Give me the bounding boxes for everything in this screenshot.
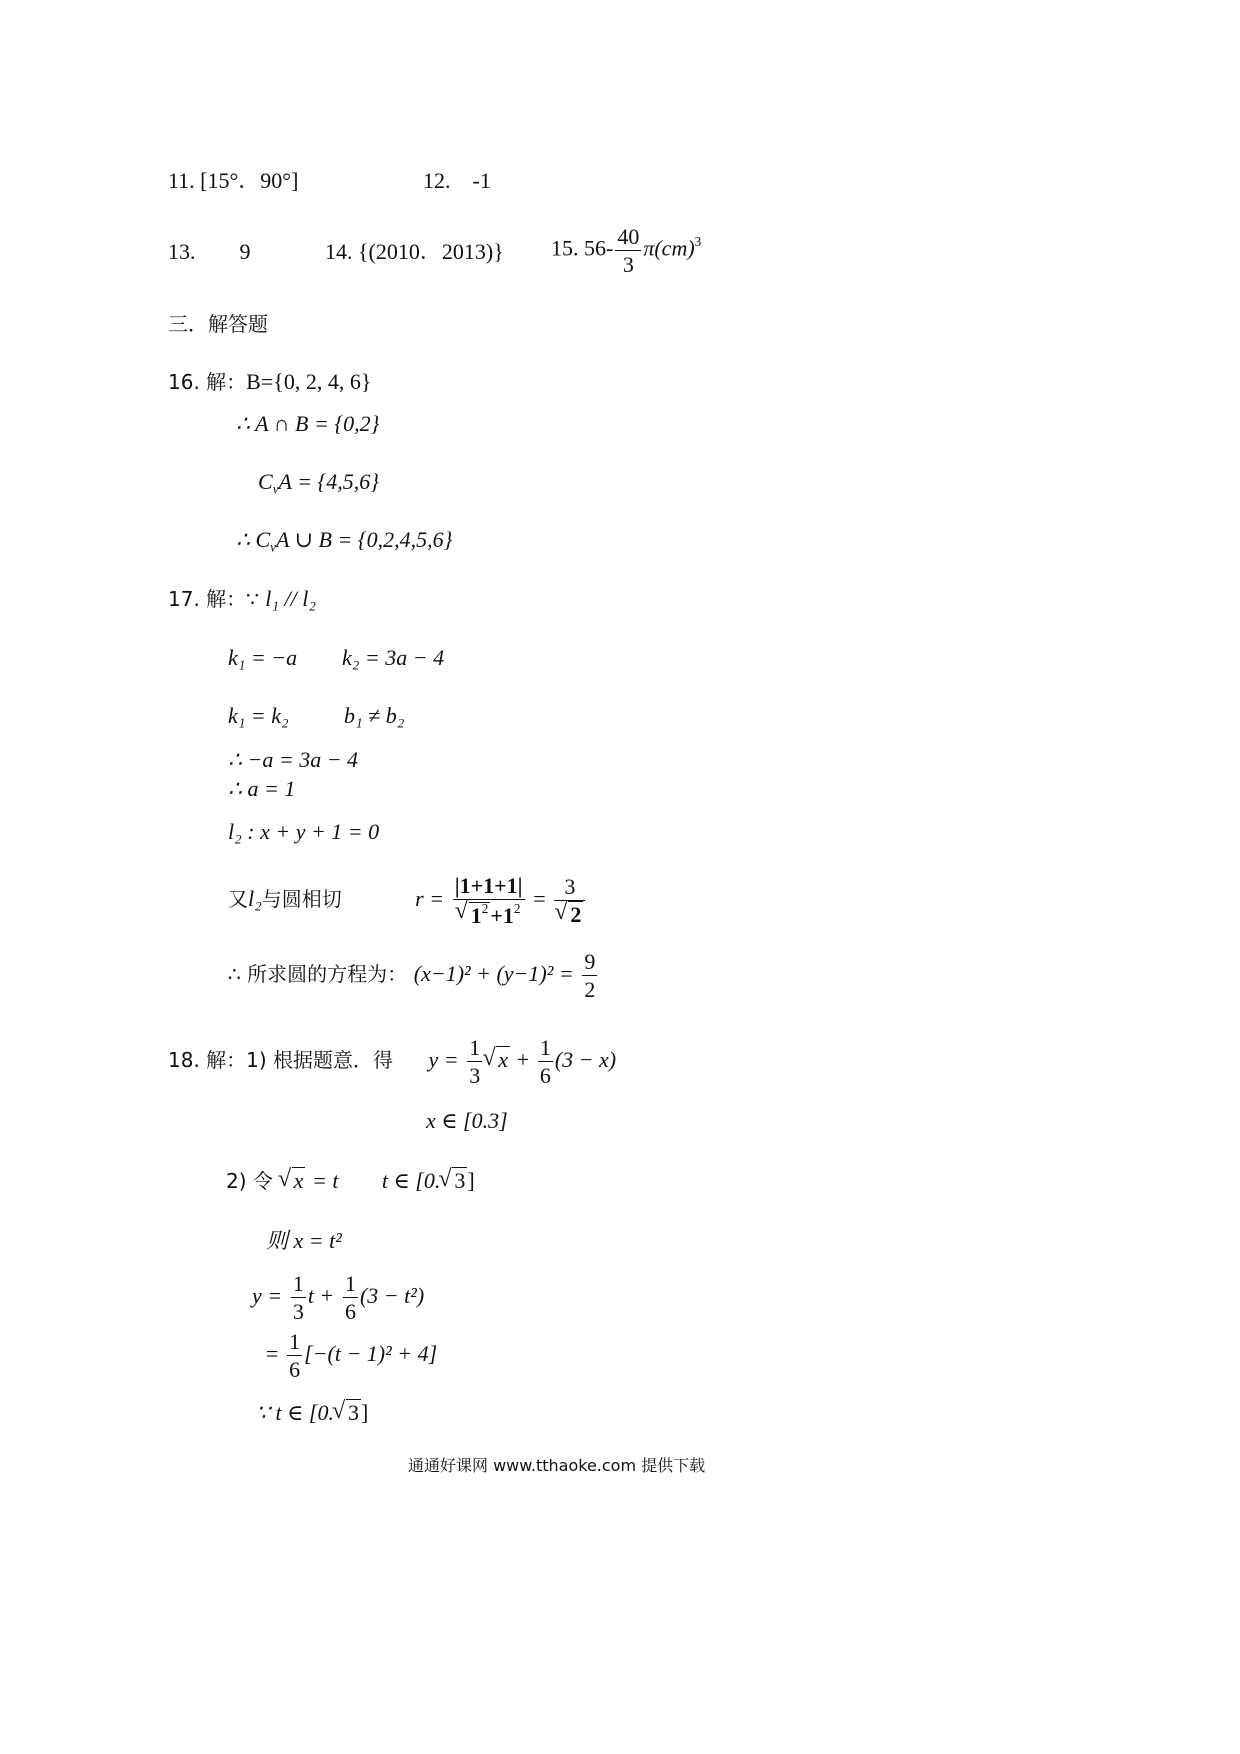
answer-15-suffix: π(cm) [643, 235, 695, 261]
answer-15-fraction: $\frac{40}{3}$ [617, 224, 640, 278]
q18-part1: 18. 解：1) 根据题意．得 y = $\frac{1}{3}$ √ x + $\frac{1}{6}$ (3 − x) [168, 1036, 616, 1087]
q17-step1: ∴ −a = 3a − 4 [228, 747, 359, 772]
q17-circle-equation: ∴ 所求圆的方程为： (x−1)² + (y−1)² = $\frac{9}{2}$ [228, 949, 596, 1003]
answer-13: 13. 9 [168, 239, 251, 264]
q17-head: 17. 解：∵ l₁ // l₂ [168, 586, 316, 611]
q18-range: ∵ t ∈ [0.√ 3] [256, 1402, 368, 1424]
q17-k2: k₂ = 3a − 4 [342, 645, 445, 670]
footer-source: 通通好课网 www.tthaoke.com 提供下载 [408, 1456, 706, 1475]
q17-k1: k₁ = −a [228, 645, 298, 670]
answer-15: 15. 56- $\frac{40}{3}$ π(cm)$^3$ [551, 224, 702, 278]
q17-line-l2: l₂ : x + y + 1 = 0 [228, 819, 380, 844]
q16-union: ∴ $C_vA$ ∪ B = {0,2,4,5,6} [236, 527, 453, 555]
q18-completed-square: = $\frac{1}{6}$ [−(t − 1)² + 4] [266, 1329, 438, 1383]
section-title: 三．解答题 [168, 312, 268, 336]
q18-domain: x ∈ [0.3] [426, 1108, 508, 1133]
answer-14: 14. {(2010．2013)} [325, 239, 504, 264]
q16-intersection: ∴ A ∩ B = {0,2} [236, 411, 380, 436]
q16-complement: $C_vA = \{4,5,6\}$ [258, 469, 380, 497]
answer-12: 12. -1 [423, 168, 491, 193]
q16-head: 16. 解：B={0, 2, 4, 6} [168, 369, 372, 394]
q18-y-in-t: y = $\frac{1}{3}$ t + $\frac{1}{6}$ (3 − t²) [252, 1271, 425, 1325]
q17-radius: 又l₂与圆相切 r = |1+1+1| √ $1^2+1^2$ = 3 √ 2 [228, 874, 587, 927]
q17-b-not-equal: b₁ ≠ b₂ [344, 703, 405, 728]
q17-k-equal: k₁ = k₂ [228, 703, 289, 728]
answer-15-prefix: 15. 56- [551, 235, 614, 261]
q17-step2: ∴ a = 1 [228, 776, 296, 801]
answer-11: 11. [15°．90°] [168, 168, 299, 193]
radius-simplified: 3 √ 2 [554, 875, 585, 926]
q18-part2: 2) 令 √ x = t t ∈ [0.√ 3] [226, 1170, 475, 1192]
radius-fraction: |1+1+1| √ $1^2+1^2$ [453, 874, 525, 927]
q18-substitution: 则 x = t² [266, 1228, 342, 1253]
